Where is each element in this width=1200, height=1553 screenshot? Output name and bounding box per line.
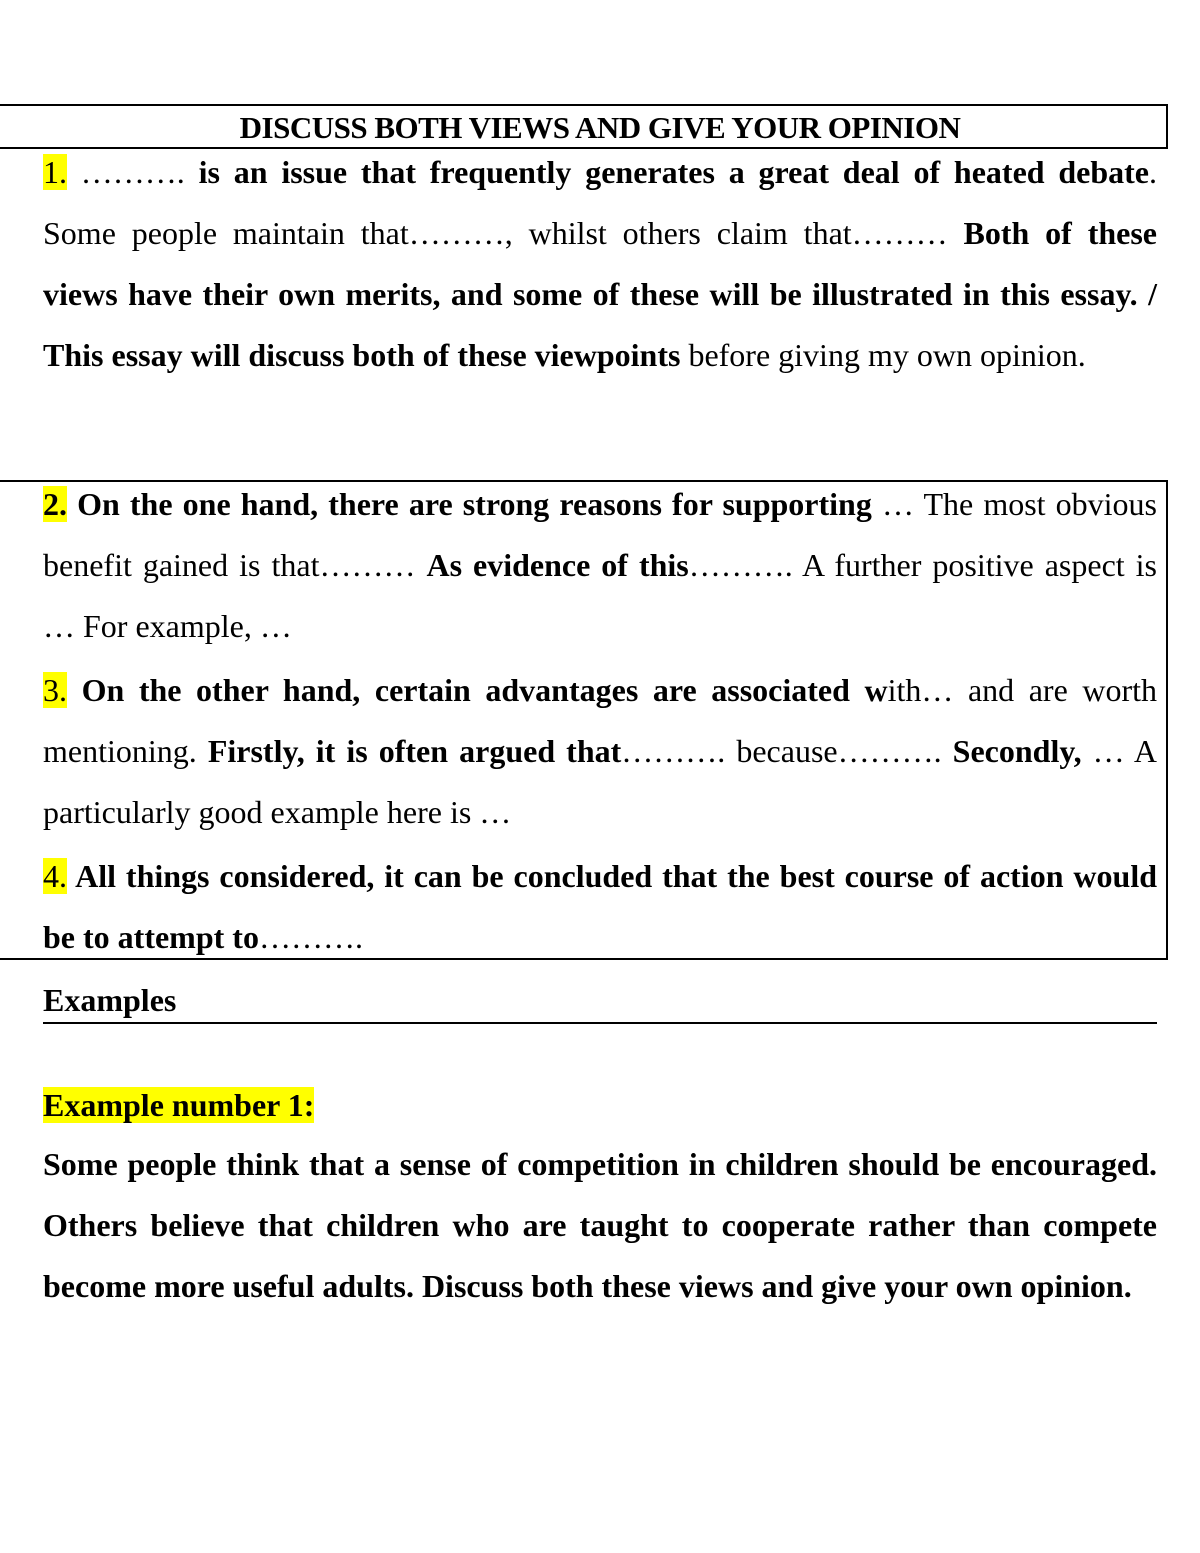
- paragraph-introduction: 1. ………. is an issue that frequently generates a great deal of heated debate. Some people maintain that………, whilst others claim that……… Both of these views have their own merits, and some of these will be illustrated in this essay. / This essay will discuss both of these viewpoints before giving my own opinion.: [43, 154, 1158, 373]
- paragraph-conclusion: 4. All things considered, it can be concluded that the best course of action would be to attempt to……….: [43, 858, 1157, 955]
- examples-heading: Examples: [43, 970, 1157, 1024]
- example-question-text: Some people think that a sense of competition in children should be encouraged. Others believe that children who are taught to cooperate rather than compete become more useful adults. Discuss both these views and give your own opinion.: [43, 1146, 1157, 1304]
- paragraph-number: 3.: [43, 672, 67, 708]
- paragraph-number: 2.: [43, 486, 67, 522]
- paragraph-first-view: 2. On the one hand, there are strong reasons for supporting … The most obvious benefit gained is that……… As evidence of this………. A further positive aspect is … For example, …: [43, 486, 1158, 644]
- page-title: DISCUSS BOTH VIEWS AND GIVE YOUR OPINION: [239, 110, 961, 145]
- example-label: Example number 1:: [43, 1087, 315, 1123]
- paragraph-number: 4.: [43, 858, 67, 894]
- paragraph-second-view: 3. On the other hand, certain advantages are associated with… and are worth mentioning. Firstly, it is often argued that………. because………. Secondly, … A particularly good example here is …: [43, 672, 1158, 830]
- paragraph-number: 1.: [43, 154, 67, 190]
